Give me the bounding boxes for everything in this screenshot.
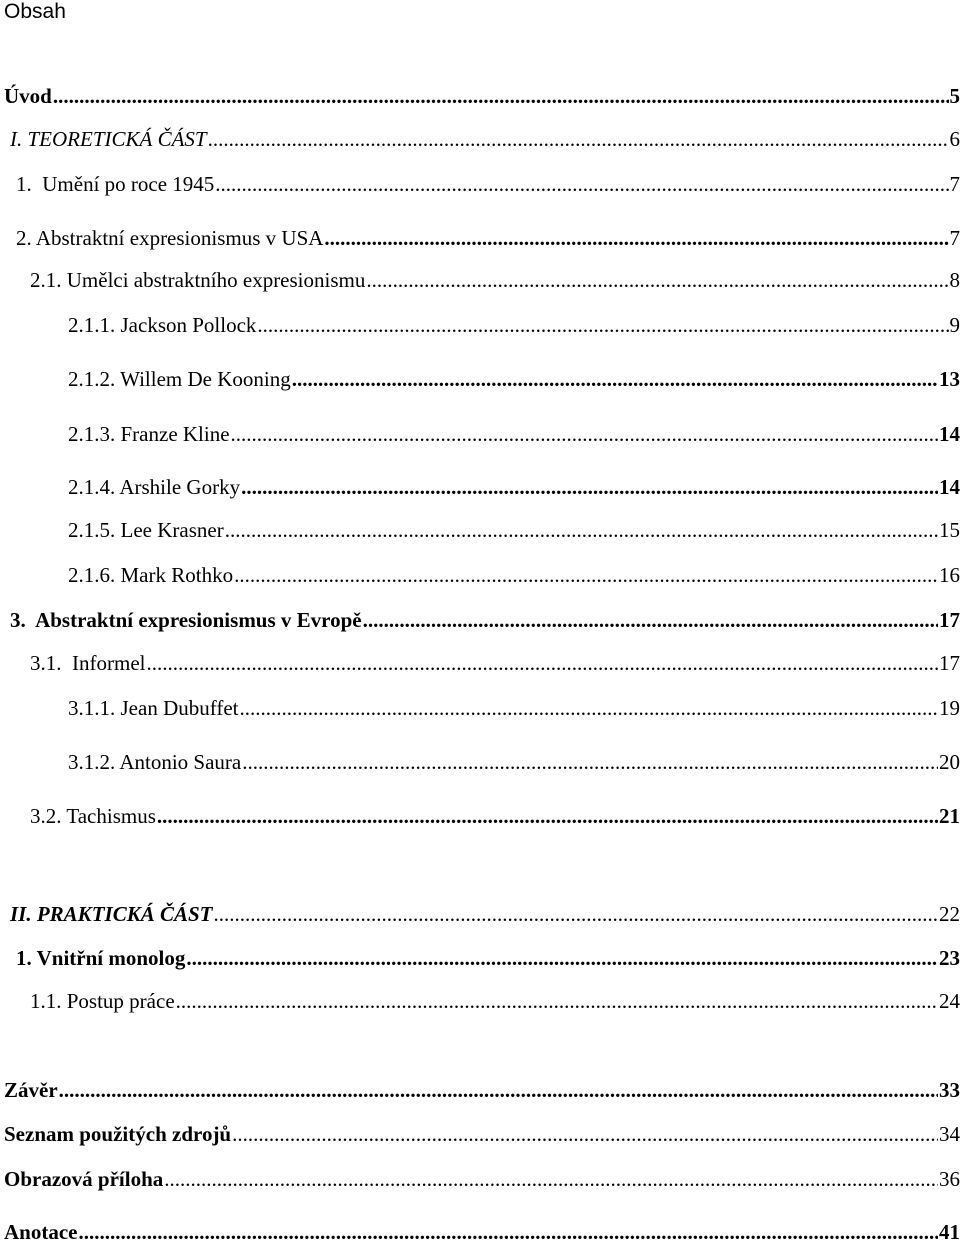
toc-leader [242, 750, 938, 774]
toc-entry-page: 23 [939, 946, 960, 970]
toc-entry-page: 41 [939, 1220, 960, 1244]
toc-entry-informel[interactable] [30, 651, 960, 675]
toc-leader [363, 608, 938, 632]
toc-entry-obrazova-priloha[interactable] [4, 1167, 960, 1191]
toc-entry-page: 7 [949, 172, 960, 196]
toc-leader [176, 989, 938, 1013]
toc-entry-label: Obrazová příloha [4, 1167, 164, 1191]
toc-entry-krasner[interactable] [68, 518, 960, 542]
toc-leader [231, 422, 938, 446]
toc-entry-page: 24 [939, 989, 960, 1013]
toc-leader [292, 367, 938, 391]
toc-entry-label: II. PRAKTICKÁ ČÁST [10, 902, 213, 926]
toc-entry-page: 19 [939, 696, 960, 720]
toc-entry-umelci[interactable] [30, 268, 960, 292]
toc-entry-label: 2.1.1. Jackson Pollock [68, 313, 257, 337]
toc-entry-label: 3.1. Informel [30, 651, 146, 675]
toc-entry-pollock[interactable] [68, 313, 960, 337]
toc-entry-label: Seznam použitých zdrojů [4, 1122, 232, 1146]
toc-entry-de-kooning[interactable] [68, 367, 960, 391]
toc-entry-label: 3. Abstraktní expresionismus v Evropě [10, 608, 362, 632]
toc-leader [53, 84, 949, 108]
toc-entry-page: 17 [939, 608, 960, 632]
toc-entry-label: 2.1.3. Franze Kline [68, 422, 230, 446]
toc-leader [366, 268, 948, 292]
toc-entry-gorky[interactable] [68, 475, 960, 499]
toc-entry-page: 21 [939, 804, 960, 828]
toc-entry-label: 3.1.2. Antonio Saura [68, 750, 242, 774]
toc-entry-page: 5 [949, 84, 960, 108]
toc-entry-label: 1.1. Postup práce [30, 989, 175, 1013]
toc-entry-anotace[interactable] [4, 1220, 960, 1244]
toc-entry-label: 3.2. Tachismus [30, 804, 156, 828]
toc-entry-umeni-po-roce-1945[interactable] [16, 172, 960, 196]
toc-entry-prakticka-cast[interactable] [10, 902, 960, 926]
toc-leader [157, 804, 938, 828]
toc-leader [78, 1220, 938, 1244]
toc-leader [324, 226, 948, 250]
toc-entry-page: 14 [939, 422, 960, 446]
toc-leader [257, 313, 948, 337]
toc-entry-page: 17 [939, 651, 960, 675]
toc-leader [208, 127, 949, 151]
toc-entry-kline[interactable] [68, 422, 960, 446]
toc-leader [241, 475, 938, 499]
toc-entry-label: Anotace [4, 1220, 78, 1244]
toc-entry-vnitrni-monolog[interactable] [16, 946, 960, 970]
toc-entry-page: 7 [949, 226, 960, 250]
toc-entry-page: 22 [939, 902, 960, 926]
toc-entry-tachismus[interactable] [30, 804, 960, 828]
toc-entry-label: 2.1.5. Lee Krasner [68, 518, 224, 542]
toc-entry-page: 16 [939, 563, 960, 587]
toc-entry-dubuffet[interactable] [68, 696, 960, 720]
toc-entry-label: 1. Vnitřní monolog [16, 946, 186, 970]
page-title: Obsah [4, 0, 66, 23]
toc-leader [215, 172, 948, 196]
toc-entry-rothko[interactable] [68, 563, 960, 587]
toc-entry-label: Úvod [4, 84, 52, 108]
toc-entry-page: 8 [949, 268, 960, 292]
toc-entry-page: 13 [939, 367, 960, 391]
toc-leader [186, 946, 938, 970]
toc-entry-page: 14 [939, 475, 960, 499]
toc-leader [240, 696, 939, 720]
toc-entry-label: 2.1.4. Arshile Gorky [68, 475, 241, 499]
toc-entry-zaver[interactable] [4, 1078, 960, 1102]
toc-leader [225, 518, 938, 542]
toc-entry-page: 15 [939, 518, 960, 542]
toc-entry-label: 2. Abstraktní expresionismus v USA [16, 226, 324, 250]
toc-entry-page: 9 [949, 313, 960, 337]
toc-entry-page: 33 [939, 1078, 960, 1102]
toc-entry-page: 36 [939, 1167, 960, 1191]
toc-entry-label: 2.1.2. Willem De Kooning [68, 367, 291, 391]
toc-leader [146, 651, 938, 675]
toc-entry-saura[interactable] [68, 750, 960, 774]
toc-entry-label: 2.1. Umělci abstraktního expresionismu [30, 268, 366, 292]
toc-entry-uvod[interactable] [4, 84, 960, 108]
toc-entry-label: 3.1.1. Jean Dubuffet [68, 696, 239, 720]
toc-entry-seznam-zdroju[interactable] [4, 1122, 960, 1146]
toc-entry-abstraktni-expresionismus-usa[interactable] [16, 226, 960, 250]
toc-entry-label: 1. Umění po roce 1945 [16, 172, 215, 196]
toc-leader [232, 1122, 938, 1146]
toc-entry-postup-prace[interactable] [30, 989, 960, 1013]
toc-entry-label: Závěr [4, 1078, 58, 1102]
toc-entry-label: I. TEORETICKÁ ČÁST [10, 127, 207, 151]
toc-leader [164, 1167, 938, 1191]
toc-entry-teoreticka-cast[interactable] [10, 127, 960, 151]
toc-entry-evropa[interactable] [10, 608, 960, 632]
toc-leader [59, 1078, 938, 1102]
toc-leader [213, 902, 938, 926]
toc-entry-page: 20 [939, 750, 960, 774]
toc-entry-label: 2.1.6. Mark Rothko [68, 563, 234, 587]
toc-entry-page: 34 [939, 1122, 960, 1146]
toc-entry-page: 6 [949, 127, 960, 151]
toc-leader [234, 563, 938, 587]
